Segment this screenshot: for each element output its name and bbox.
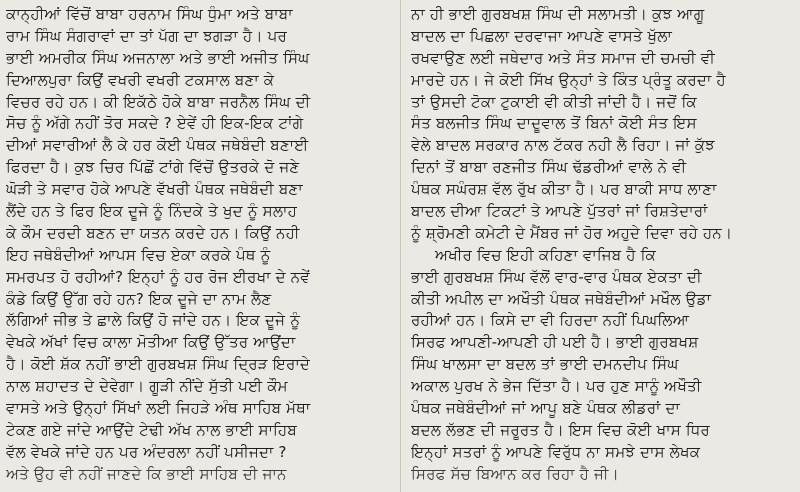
text-line: ਫਿਰਦਾ ਹੈ। ਕੁਝ ਚਿਰ ਪਿੱਛੋਂ ਟਾਂਗੇ ਵਿੱਚੋਂ ਉਤਰਕੇ ਦੋ ਜਣੇ bbox=[6, 158, 300, 177]
text-line: ਕੀਤੀ ਅਪੀਲ ਦਾ ਅਖੌਤੀ ਪੰਥਕ ਜਥੇਬੰਦੀਆਂ ਮਖੌਲ ਉਡਾ bbox=[411, 289, 712, 308]
text-line: ਨਾਲ ਸ਼ਹਾਦਤ ਦੇ ਦੇਵੇਗਾ। ਗੂੜੀ ਨੀਂਦੇ ਸੁੱਤੀ ਪਈ ਕੌਮ bbox=[6, 377, 288, 396]
text-line: ਕੇ ਕੌਮ ਦਰਦੀ ਬਣਨ ਦਾ ਯਤਨ ਕਰਦੇ ਹਨ। ਕਿਉਂ ਨਹੀ bbox=[6, 223, 300, 242]
text-line: ਦੀਆਂ ਸਵਾਰੀਆਂ ਲੈ ਕੇ ਹਰ ਕੋਈ ਪੰਥਕ ਜਥੇਬੰਦੀ ਬਣਾਈ bbox=[6, 136, 309, 155]
text-line: ਕੰਡੇ ਕਿਉਂ ਉੱਗ ਰਹੇ ਹਨ? ਇਕ ਦੂਜੇ ਦਾ ਨਾਮ ਲੈਣ bbox=[6, 289, 272, 308]
text-line: ਰਾਮ ਸਿੰਘ ਸੰਗਰਾਵਾਂ ਦਾ ਤਾਂ ਪੱਗ ਦਾ ਝਗੜਾ ਹੈ। ਪਰ bbox=[6, 26, 287, 45]
text-line: ਇਨ੍ਹਾਂ ਸਤਰਾਂ ਨੂੰ ਆਪਣੇ ਵਿਰੁੱਧ ਨਾ ਸਮਝੇ ਦਾਸ ਲੇਖਕ bbox=[411, 442, 701, 461]
text-line: ਲੈਂਦੇ ਹਨ ਤੇ ਫਿਰ ਇਕ ਦੂਜੇ ਨੂੰ ਨਿੰਦਕੇ ਤੇ ਖੁਦ ਨੂੰ ਸਲਾਹ bbox=[6, 202, 298, 221]
text-line: ਸਮਰਪਤ ਹੋ ਰਹੀਆਂ? ਇਨ੍ਹਾਂ ਨੂੰ ਹਰ ਰੋਜ ਈਰਖਾ ਦੇ ਨਵੇਂ bbox=[6, 267, 310, 286]
text-line: ਵੇਲੇ ਬਾਦਲ ਸਰਕਾਰ ਨਾਲ ਟੱਕਰ ਨਹੀ ਲੈ ਰਿਹਾ। ਜਾਂ ਕੁੱਝ bbox=[411, 136, 715, 155]
text-line: ਸਿਰਫ ਆਪਣੀ-ਆਪਣੀ ਹੀ ਪਈ ਹੈ। ਭਾਈ ਗੁਰਬਖਸ਼ bbox=[411, 333, 699, 352]
text-line: ਲੱਗਿਆਂ ਜੀਭ ਤੇ ਛਾਲੇ ਕਿਉਂ ਹੋ ਜਾਂਦੇ ਹਨ। ਇਕ ਦੂਜੇ ਨੂੰ bbox=[6, 311, 301, 330]
text-line: ਕਾਨ੍ਹੀਆਂ ਵਿੱਚੋਂ ਬਾਬਾ ਹਰਨਾਮ ਸਿੰਘ ਧੁੰਮਾ ਅਤੇ ਬਾਬਾ bbox=[6, 5, 293, 23]
text-line: ਵੱਲ ਵੇਖਕੇ ਜਾਂਦੇ ਹਨ ਪਰ ਅੰਦਰਲਾ ਨਹੀਂ ਪਸੀਜਦਾ ? bbox=[6, 442, 287, 461]
text-line: ਮਾਰਦੇ ਹਨ। ਜੇ ਕੋਈ ਸਿੱਖ ਉਨ੍ਹਾਂ ਤੇ ਕਿੰਤ ਪ੍ਰੰਤੂ ਕਰਦਾ ਹੈ bbox=[411, 70, 726, 89]
text-line: ਦਿਨਾਂ ਤੋਂ ਬਾਬਾ ਰਣਜੀਤ ਸਿੰਘ ਢੱਡਰੀਆਂ ਵਾਲੇ ਨੇ ਵੀ bbox=[411, 158, 687, 177]
text-line: ਬਦਲ ਲੱਭਣ ਦੀ ਜਰੂਰਤ ਹੈ। ਇਸ ਵਿਚ ਕੋਈ ਖਾਸ ਧਿਰ bbox=[411, 420, 710, 439]
text-line: ਸਿੰਘ ਖਾਲਸਾ ਦਾ ਬਦਲ ਤਾਂ ਭਾਈ ਦਮਨਦੀਪ ਸਿੰਘ bbox=[411, 355, 679, 374]
text-line: ਸੋਚ ਨੂੰ ਅੱਗੇ ਨਹੀਂ ਤੋਰ ਸਕਦੇ ? ਏਵੇਂ ਹੀ ਇਕ-ਇਕ ਟਾਂਗੇ bbox=[6, 114, 304, 133]
text-line: ਨਾ ਹੀ ਭਾਈ ਗੁਰਬਖਸ਼ ਸਿੰਘ ਦੀ ਸਲਾਮਤੀ। ਕੁਝ ਆਗੂ bbox=[411, 5, 705, 23]
text-line: ਭਾਈ ਗੁਰਬਖਸ਼ ਸਿੰਘ ਵੱਲੋਂ ਵਾਰ-ਵਾਰ ਪੰਥਕ ਏਕਤਾ ਦੀ bbox=[411, 267, 702, 286]
text-line: ਰਹੀਆਂ ਹਨ। ਕਿਸੇ ਦਾ ਵੀ ਹਿਰਦਾ ਨਹੀਂ ਪਿਘਲਿਆ bbox=[411, 311, 690, 330]
text-line: ਟੇਕਣ ਗਏ ਜਾਂਦੇ ਆਉਂਦੇ ਟੇਢੀ ਅੱਖ ਨਾਲ ਭਾਈ ਸਾਹਿਬ bbox=[6, 420, 297, 439]
text-line: ਸੰਤ ਬਲਜੀਤ ਸਿੰਘ ਦਾਦੂਵਾਲ ਤੋਂ ਬਿਨਾਂ ਕੋਈ ਸੰਤ ਇਸ bbox=[411, 114, 697, 133]
left-column bbox=[6, 4, 390, 492]
right-column bbox=[411, 4, 794, 492]
text-line: ਘੋੜੀ ਤੇ ਸਵਾਰ ਹੋਕੇ ਆਪਣੇ ਵੱਖਰੀ ਪੰਥਕ ਜਥੇਬੰਦੀ ਬਣਾ bbox=[6, 180, 303, 199]
text-line: ਸਿਰਫ ਸੱਚ ਬਿਆਨ ਕਰ ਰਿਹਾ ਹੈ ਜੀ। bbox=[411, 464, 619, 483]
text-line: ਵੇਖਕੇ ਅੱਖਾਂ ਵਿਚ ਕਾਲਾ ਮੋਤੀਆ ਕਿਉਂ ਉੱਤਰ ਆਉਂਦਾ bbox=[6, 333, 296, 352]
text-line: ਬਾਦਲ ਦੀਆ ਟਿਕਟਾਂ ਤੇ ਆਪਣੇ ਪੁੱਤਰਾਂ ਜਾਂ ਰਿਸ਼ਤੇਦਾਰਾਂ bbox=[411, 202, 708, 221]
text-line: ਅਖੀਰ ਵਿਚ ਇਹੀ ਕਹਿਣਾ ਵਾਜਿਬ ਹੈ ਕਿ bbox=[435, 245, 656, 264]
text-line: ਅਤੇ ਉਹ ਵੀ ਨਹੀਂ ਜਾਣਦੇ ਕਿ ਭਾਈ ਸਾਹਿਬ ਦੀ ਜਾਨ bbox=[6, 464, 287, 483]
text-line: ਅਕਾਲ ਪੁਰਖ ਨੇ ਭੇਜ ਦਿੱਤਾ ਹੈ। ਪਰ ਹੁਣ ਸਾਨੂੰ ਅਖੌਤੀ bbox=[411, 377, 702, 396]
text-line: ਵਿਚਰ ਰਹੇ ਹਨ। ਕੀ ਇਕੱਠੇ ਹੋਕੇ ਬਾਬਾ ਜਰਨੈਲ ਸਿੰਘ ਦੀ bbox=[6, 92, 311, 111]
text-line: ਰਖਵਾਉਣ ਲਈ ਜਥੇਦਾਰ ਅਤੇ ਸੰਤ ਸਮਾਜ ਦੀ ਚਮਚੀ ਵੀ bbox=[411, 48, 715, 67]
text-line: ਤਾਂ ਉਸਦੀ ਟੋਕਾ ਟੁਕਾਈ ਵੀ ਕੀਤੀ ਜਾਂਦੀ ਹੈ। ਜਦੋਂ ਕਿ bbox=[411, 92, 697, 111]
text-line: ਬਾਦਲ ਦਾ ਪਿਛਲਾ ਦਰਵਾਜਾ ਆਪਣੇ ਵਾਸਤੇ ਖੁੱਲਾ bbox=[411, 26, 672, 45]
text-line: ਹੈ। ਕੋਈ ਸ਼ੱਕ ਨਹੀਂ ਭਾਈ ਗੁਰਬਖਸ਼ ਸਿੰਘ ਦ੍ਰਿੜ ਇਰਾਦੇ bbox=[6, 355, 311, 374]
column-divider bbox=[400, 0, 401, 492]
text-line: ਵਾਸਤੇ ਅਤੇ ਉਨ੍ਹਾਂ ਸਿੱਖਾਂ ਲਈ ਜਿਹੜੇ ਅੰਥ ਸਾਹਿਬ ਮੱਥਾ bbox=[6, 399, 311, 418]
text-line: ਨੂੰ ਸ਼੍ਰੋਮਣੀ ਕਮੇਟੀ ਦੇ ਮੈਂਬਰ ਜਾਂ ਹੋਰ ਅਹੁਦੇ ਦਿਵਾ ਰਹੇ ਹਨ। bbox=[411, 223, 733, 242]
text-line: ਦਿਆਲਪੁਰਾ ਕਿਉਂ ਵਖਰੀ ਵਖਰੀ ਟਕਸਾਲ ਬਣਾ ਕੇ bbox=[6, 70, 275, 89]
text-line: ਪੰਥਕ ਜਥੇਬੰਦੀਆਂ ਜਾਂ ਆਪੂ ਬਣੇ ਪੰਥਕ ਲੀਡਰਾਂ ਦਾ bbox=[411, 399, 680, 418]
text-line: ਇਹ ਜਥੇਬੰਦੀਆਂ ਆਪਸ ਵਿਚ ਏਕਾ ਕਰਕੇ ਪੰਥ ਨੂੰ bbox=[6, 245, 271, 264]
text-line: ਪੰਥਕ ਸਘੰਰਸ਼ ਵੱਲ ਰੁੱਖ ਕੀਤਾ ਹੈ। ਪਰ ਬਾਕੀ ਸਾਧ ਲਾਣਾ bbox=[411, 180, 717, 199]
text-line: ਭਾਈ ਅਮਰੀਕ ਸਿੰਘ ਅਜਨਾਲਾ ਅਤੇ ਭਾਈ ਅਜੀਤ ਸਿੰਘ bbox=[6, 48, 310, 67]
